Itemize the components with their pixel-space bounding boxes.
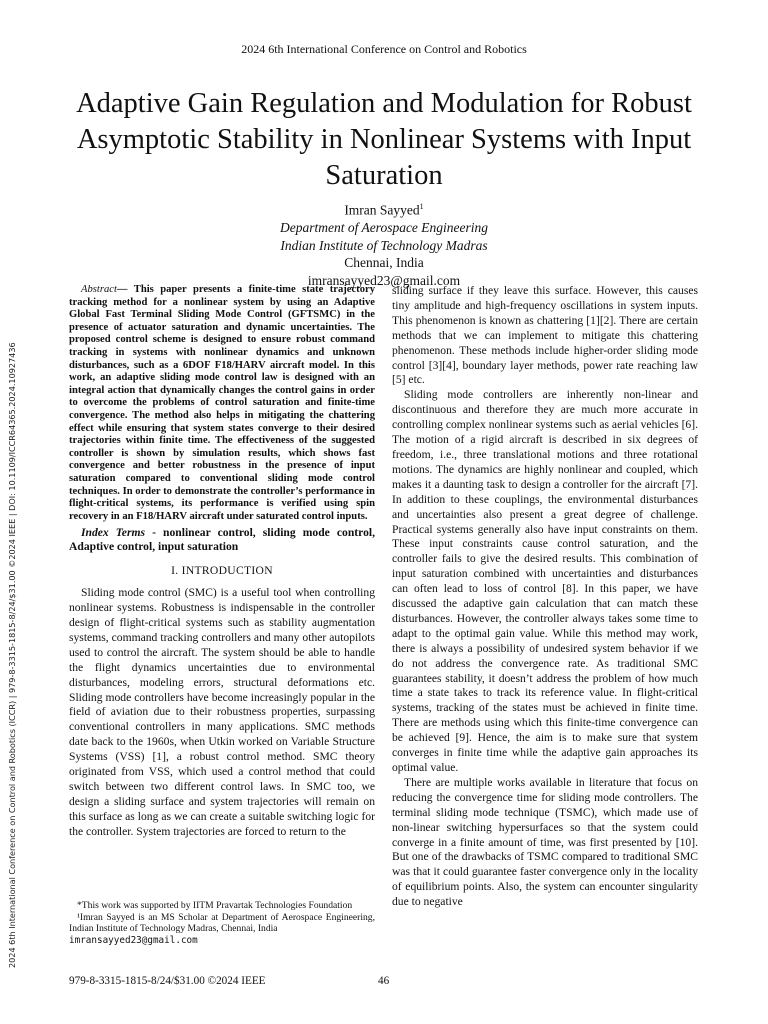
conference-header: 2024 6th International Conference on Control and Robotics: [241, 42, 527, 56]
index-terms-label: Index Terms: [81, 526, 145, 540]
footnote-funding: *This work was supported by IITM Pravartak Technologies Foundation: [77, 900, 353, 911]
body-paragraph: There are multiple works available in literature that focus on reducing the convergence time for sliding mode controllers. The terminal sliding mode technique (TSMC), which made use of non-linear switching hypersurfaces so that the system could converge in a finite amount of time, was first presented by [10]. But one of the drawbacks of TSMC compared to traditional SMC was that it could guarantee faster convergence only in the locality of equilibrium points. Also, the system can encounter singularity due to negative: [392, 775, 698, 909]
body-paragraph: Sliding mode control (SMC) is a useful tool when controlling nonlinear systems. Robustness is indispensable in the controller design of flight-critical systems such as stability augmentation systems, command tracking controllers and many other autopilots used to control the aircraft. The system should be able to handle the flight dynamics uncertainties due to environmental disturbances, modeling errors, structural deformations etc. Sliding mode controllers have become increasingly popular in the field of aviation due to their robustness properties, surpassing conventional controllers in many applications. SMC methods date back to the 1960s, when Utkin worked on Variable Structure Systems (VSS) [1], a robust control method. SMC theory originated from VSS, which used a control method that could switch between two different control laws. In SMC too, we design a sliding surface and system trajectories will remain on this surface as long as we can create a suitable switching logic for the controller. System trajectories are forced to return to the: [69, 586, 375, 838]
author-email: imransayyed23@gmail.com: [307, 272, 461, 288]
author-name-line: [0, 198, 768, 219]
index-terms-text: - nonlinear control, sliding mode control, Adaptive control, input saturation: [69, 526, 375, 554]
footnote-author: ¹Imran Sayyed is an MS Scholar at Department of Aerospace Engineering, Indian Institute of Technology Madras, Chennai, India: [69, 911, 375, 935]
body-paragraph: Sliding mode controllers are inherently non-linear and discontinuous and therefore they are much more accurate in controlling complex nonlinear systems such as aerial vehicles [6]. The motion of a rigid aircraft is described in six degrees of freedom, i.e., three translational motions and three rotational motions. The dynamics are highly nonlinear and coupled, which makes it a daunting task to design a controller for the aircraft [7]. In addition to these couplings, the environmental disturbances and uncertainties also present a great degree of challenge. Practical systems generally also have input constraints on them. These input constraints cause control saturation, and the controller fails to give the desired results. This combination of input saturation combined with uncertainties and disturbances can often lead to loss of control [8]. In this paper, we have discussed the adaptive gain calculation that can match these disturbances. However, the controller always takes some time to adapt to the optimal gain value. While this method may work, there is always a possibility of undesired system behavior if we do not address the convergence rate. As traditional SMC guarantees stability, it doesn’t address the problem of how much time a state takes to track its reference value. In flight-critical systems, tracking of the states must be achieved in finite time. There are methods using which this finite-time convergence can be achieved [9]. Hence, the aim is to make sure that system converges in finite time while the adaptive gain approaches its optimal value.: [392, 388, 698, 774]
author-name: Imran Sayyed: [344, 202, 420, 218]
page-number: 46: [378, 975, 390, 987]
abstract-text: — This paper presents a finite-time state trajectory tracking method for a nonlinear system by using an Adaptive Global Fast Terminal Sliding Mode Control (GFTSMC) in the presence of actuator saturation and dynamic uncertainties. The proposed control scheme is designed to ensure robust command tracking in systems with nonlinear dynamics and unknown disturbances, such as a 6DOF F18/HARV aircraft model. In this work, an adaptive sliding mode control law is designed with an integral action that dynamically changes the control gains in order to overcome the problems of control saturation and finite-time convergence. The method also helps in mitigating the chattering effect while ensuring that system states converge to their desired trajectories within finite time. The effectiveness of the suggested controller is shown by simulation results, which shows fast convergence and better robustness in the presence of input saturation compared to conventional sliding mode control techniques. In order to demonstrate the controller’s performance in flight-critical systems, its performance is verified using spin recovery in an F18/HARV aircraft under saturated control inputs.: [69, 284, 375, 522]
right-column: [392, 284, 698, 910]
author-department: Department of Aerospace Engineering: [279, 220, 489, 235]
body-paragraph: sliding surface if they leave this surface. However, this causes tiny amplitude and high-frequency oscillations in system inputs. This phenomenon is known as chattering [1][2]. There are certain methods that we can implement to mitigate this chattering phenomenon. These methods include higher-order sliding mode control [3][4], boundary layer methods, power rate reaching law [5] etc.: [392, 284, 698, 387]
abstract-label: Abstract: [81, 284, 117, 295]
abstract: [69, 284, 375, 523]
paper-title: Adaptive Gain Regulation and Modulation for Robust Asymptotic Stability in Nonlinear Systems with Input Saturation: [76, 88, 692, 191]
author-block: [0, 198, 768, 289]
footnotes: [69, 900, 375, 946]
author-superscript: 1: [419, 202, 424, 211]
copyright-line: 979-8-3315-1815-8/24/$31.00 ©2024 IEEE: [69, 975, 266, 987]
left-column: [69, 284, 375, 840]
author-location: Chennai, India: [344, 255, 424, 270]
author-institute: Indian Institute of Technology Madras: [280, 237, 488, 253]
index-terms: [69, 526, 375, 554]
footnote-email: imransayyed23@gmail.com: [69, 934, 198, 946]
section-heading-introduction: I. INTRODUCTION: [171, 564, 273, 578]
doi-sidebar: 2024 6th International Conference on Control and Robotics (ICCR) | 979-8-3315-1815-8/24/$31.00 ©2024 IEEE | DOI: 10.1109/ICCR64365.2024.10927436: [7, 342, 17, 968]
